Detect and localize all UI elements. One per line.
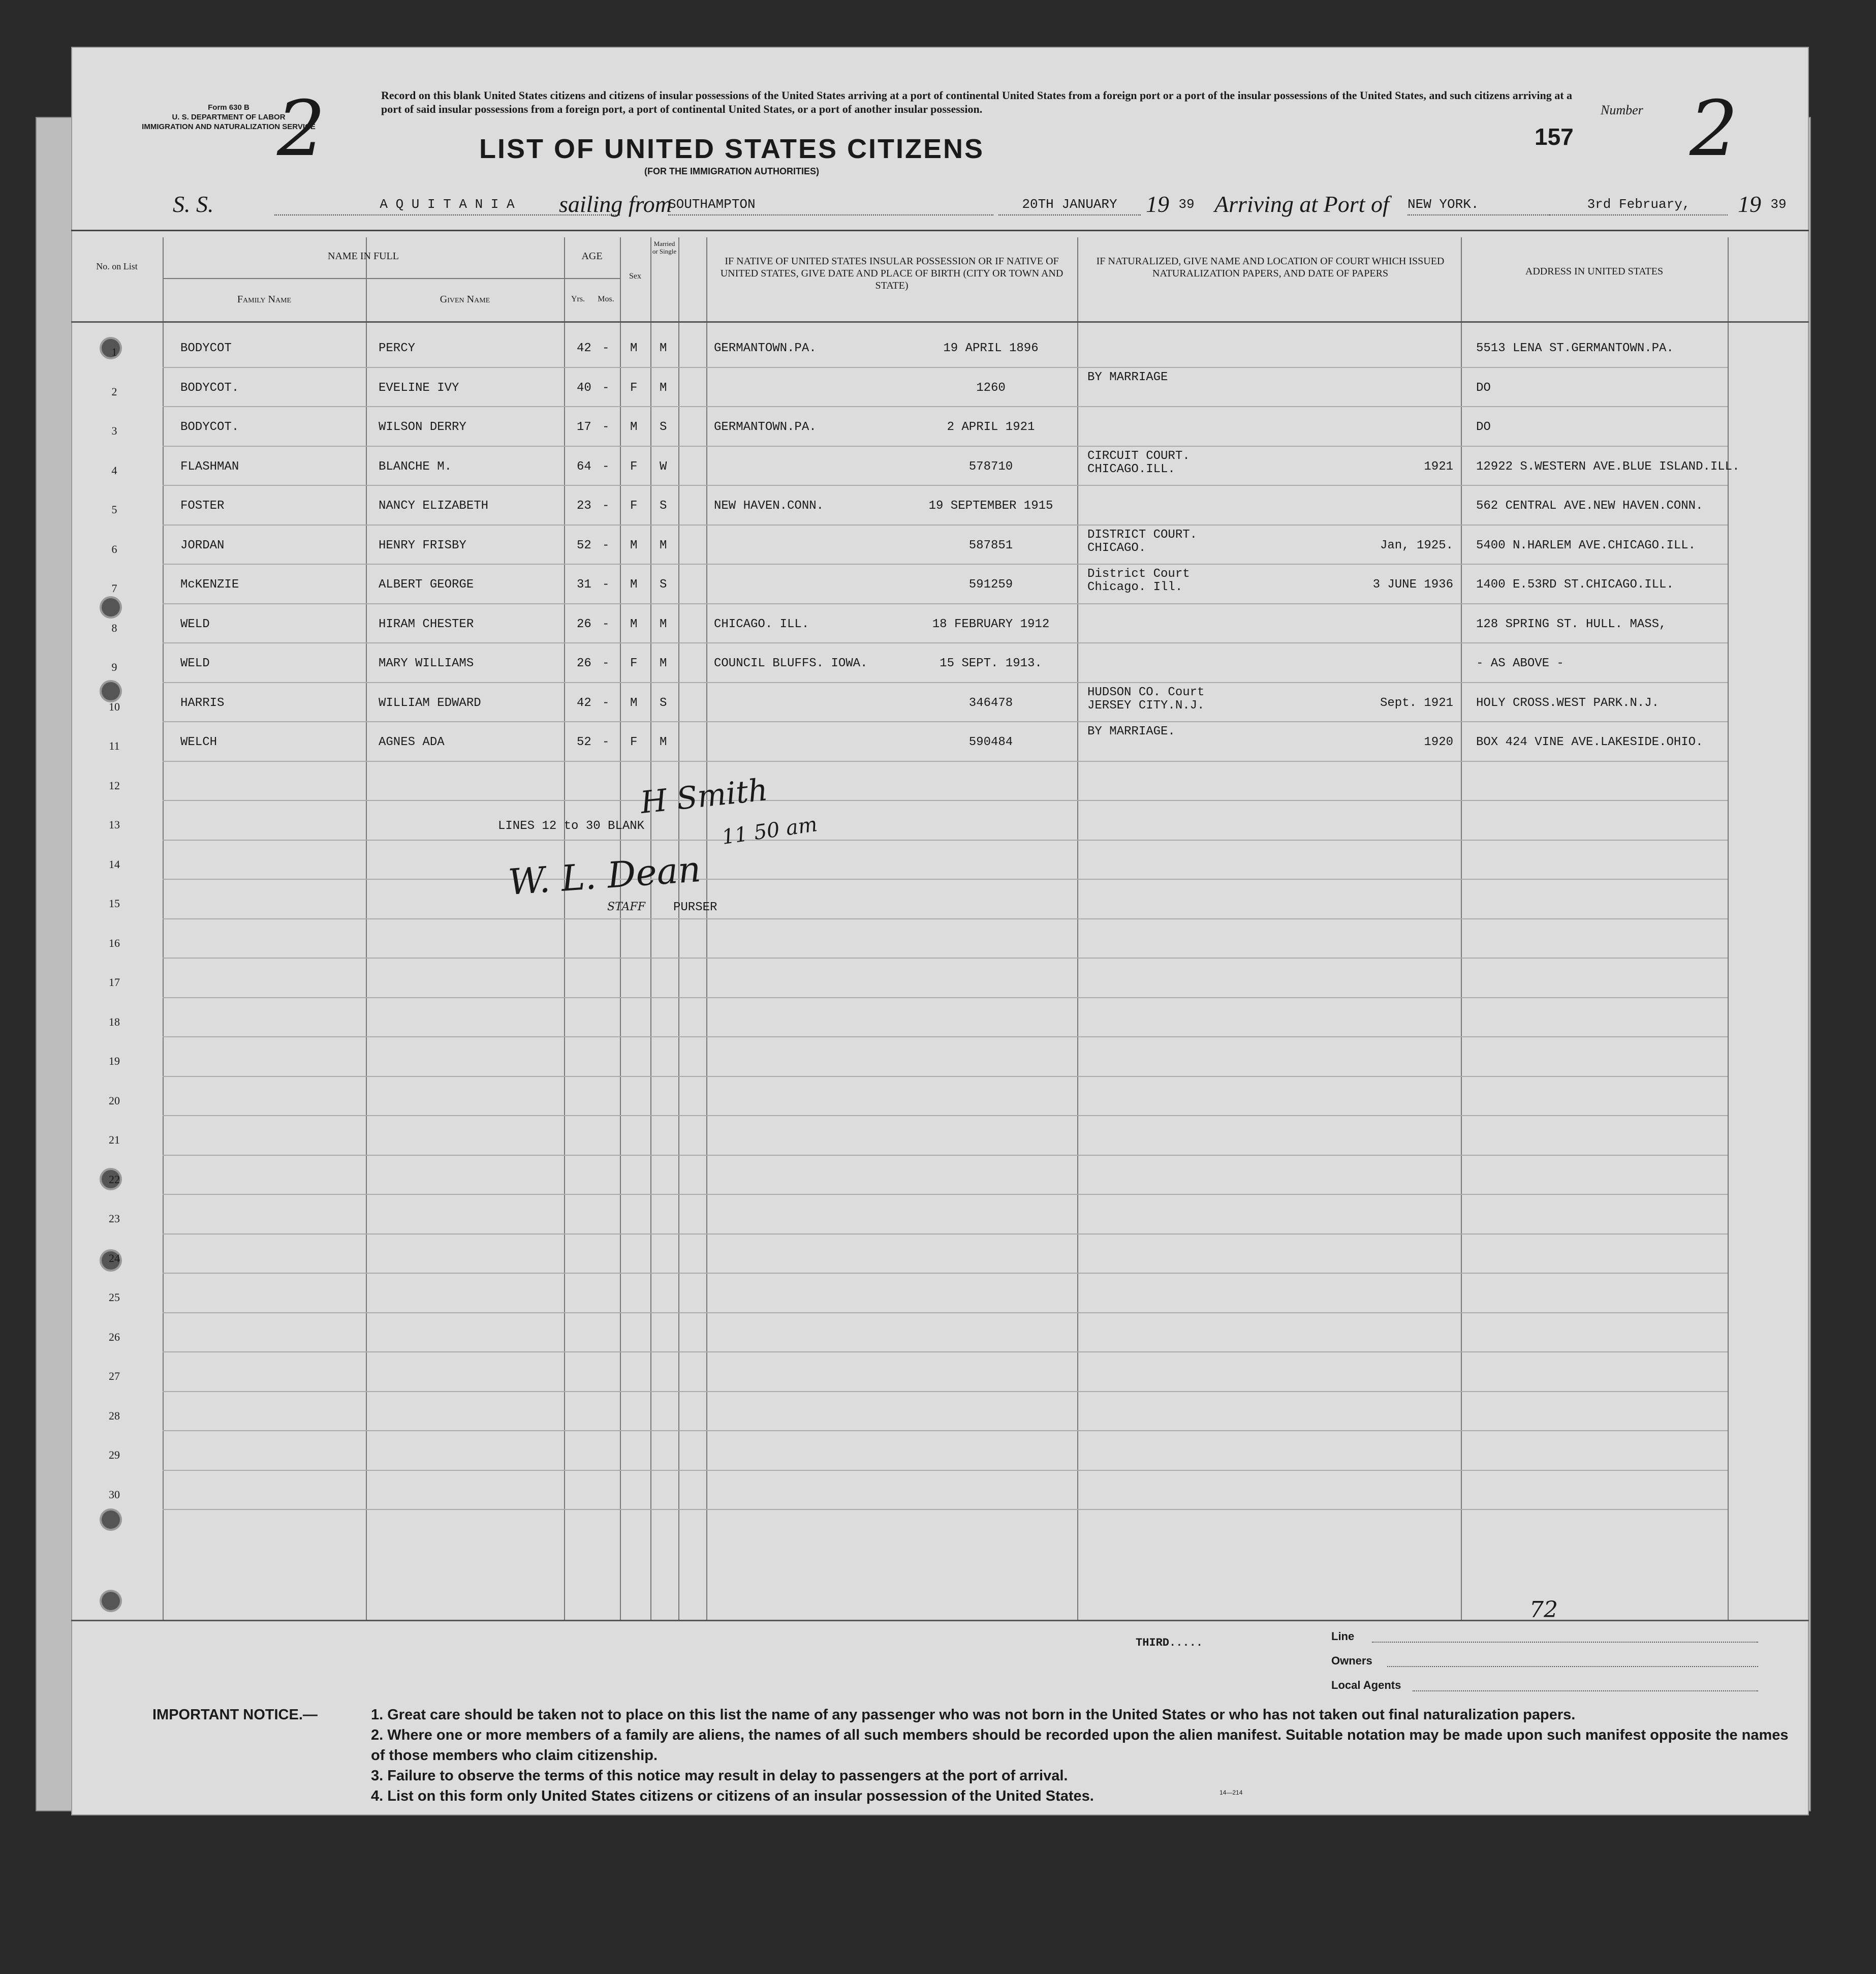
handwritten-number-right: 2	[1690, 85, 1738, 173]
col-divider	[1461, 237, 1462, 1620]
row-number: 1	[111, 346, 117, 358]
lines-blank-note: LINES 12 to 30 BLANK	[498, 819, 645, 833]
row-rule	[163, 1273, 1728, 1274]
given-name: AGNES ADA	[379, 735, 445, 749]
row-number: 16	[109, 936, 120, 949]
birth-date-or-cert: 587851	[968, 538, 1013, 552]
page-number: 157	[1535, 124, 1574, 150]
number-label: Number	[1601, 103, 1643, 117]
row-number: 21	[109, 1133, 120, 1146]
row-rule	[163, 721, 1728, 722]
row-rule	[163, 1509, 1728, 1510]
col-divider	[366, 237, 367, 1620]
row-rule	[163, 406, 1728, 407]
naturalization-court: DISTRICT COURT. CHICAGO.	[1087, 528, 1198, 555]
purser-label: PURSER	[673, 901, 717, 914]
marital-status: S	[660, 499, 667, 513]
header-birth: IF NATIVE OF UNITED STATES INSULAR POSSESSION OR IF NATIVE OF UNITED STATES, GIVE DATE AND PLACE OF BIRTH (CITY OR TOWN AND STATE)	[720, 256, 1064, 291]
sex: F	[630, 459, 638, 474]
age-years: 26	[577, 617, 591, 631]
family-name: FOSTER	[180, 499, 225, 513]
age-months: -	[602, 420, 610, 434]
us-address: DO	[1476, 381, 1491, 395]
row-number: 10	[109, 700, 120, 713]
row-rule	[163, 564, 1728, 565]
age-years: 42	[577, 342, 591, 355]
header-no-on-list: No. on List	[96, 261, 138, 271]
birth-date-or-cert: 2 APRIL 1921	[947, 420, 1035, 434]
col-divider	[678, 237, 679, 1620]
naturalization-court: BY MARRIAGE	[1087, 370, 1168, 384]
row-rule	[163, 840, 1728, 841]
purser-signature: W. L. Dean	[507, 848, 702, 904]
family-name: McKENZIE	[180, 578, 239, 592]
given-name: BLANCHE M.	[379, 459, 452, 474]
row-number: 7	[111, 582, 117, 595]
notice-item: 3. Failure to observe the terms of this notice may result in delay to passengers at the port of arrival.	[371, 1768, 1068, 1784]
age-months: -	[602, 578, 610, 592]
header-age: AGE	[581, 251, 603, 262]
given-name: WILLIAM EDWARD	[379, 696, 481, 710]
sex: M	[630, 420, 638, 434]
marital-status: M	[660, 538, 667, 552]
row-rule	[163, 958, 1728, 959]
port-to: NEW YORK.	[1408, 194, 1550, 215]
header-name-in-full: NAME IN FULL	[328, 251, 399, 262]
row-number: 11	[109, 739, 120, 752]
marital-status: M	[660, 381, 667, 395]
row-number: 13	[109, 818, 120, 831]
marital-status: M	[660, 342, 667, 355]
sex: M	[630, 578, 638, 592]
naturalization-court: CIRCUIT COURT. CHICAGO.ILL.	[1087, 449, 1190, 476]
age-years: 17	[577, 420, 591, 434]
col-divider	[564, 237, 565, 1620]
row-number: 27	[109, 1370, 120, 1382]
naturalization-date: 1920	[1424, 735, 1453, 749]
birth-place: CHICAGO. ILL.	[714, 617, 809, 631]
row-rule	[163, 525, 1728, 526]
us-address: 5400 N.HARLEM AVE.CHICAGO.ILL.	[1476, 538, 1696, 552]
row-number: 9	[111, 661, 117, 673]
header-family-name: Family Name	[237, 294, 292, 305]
row-rule	[163, 879, 1728, 880]
sail-date: 20TH JANUARY	[998, 194, 1141, 215]
row-number: 29	[109, 1448, 120, 1461]
family-name: BODYCOT.	[180, 420, 239, 434]
row-number: 2	[111, 385, 117, 398]
row-number: 19	[109, 1055, 120, 1067]
port-from: SOUTHAMPTON	[668, 194, 993, 215]
family-name: WELD	[180, 617, 210, 631]
row-rule	[163, 918, 1728, 919]
service: IMMIGRATION AND NATURALIZATION SERVICE	[142, 122, 316, 131]
punch-hole	[102, 1510, 120, 1529]
us-address: 12922 S.WESTERN AVE.BLUE ISLAND.ILL.	[1476, 459, 1740, 474]
form-number: Form 630 B	[208, 103, 249, 112]
age-months: -	[602, 696, 610, 710]
naturalization-court: BY MARRIAGE.	[1087, 725, 1175, 738]
row-rule	[163, 1430, 1728, 1431]
birth-date-or-cert: 18 FEBRUARY 1912	[932, 617, 1050, 631]
header-sex: Sex	[629, 272, 641, 281]
notice-item: 2. Where one or more members of a family are aliens, the names of all such members should be recorded upon the alien manifest. Suitable notation may be made upon such manifest opposite the names of those members who claim citizenship.	[371, 1727, 1789, 1764]
age-months: -	[602, 459, 610, 474]
given-name: EVELINE IVY	[379, 381, 459, 395]
row-rule	[163, 1036, 1728, 1037]
age-years: 52	[577, 538, 591, 552]
header-naturalized: IF NATURALIZED, GIVE NAME AND LOCATION OF COURT WHICH ISSUED NATURALIZATION PAPERS, AND DATE OF PAPERS	[1096, 256, 1445, 279]
marital-status: M	[660, 617, 667, 631]
col-divider	[1728, 237, 1729, 1620]
col-divider	[163, 237, 164, 1620]
header-yrs: Yrs.	[571, 295, 585, 303]
year-prefix-2: 19	[1738, 191, 1761, 217]
row-rule	[163, 1233, 1728, 1235]
naturalization-court: HUDSON CO. Court JERSEY CITY.N.J.	[1087, 685, 1205, 713]
birth-place: GERMANTOWN.PA.	[714, 420, 817, 434]
family-name: JORDAN	[180, 538, 225, 552]
us-address: 128 SPRING ST. HULL. MASS,	[1476, 617, 1667, 631]
row-rule	[163, 485, 1728, 486]
local-agents-label: Local Agents	[1331, 1679, 1401, 1691]
header-bottom-line	[71, 321, 1809, 323]
row-number: 12	[109, 779, 120, 792]
sex: M	[630, 342, 638, 355]
given-name: ALBERT GEORGE	[379, 578, 474, 592]
row-rule	[163, 367, 1728, 368]
age-months: -	[602, 538, 610, 552]
birth-date-or-cert: 1260	[976, 381, 1006, 395]
row-number: 4	[111, 464, 117, 477]
sex: M	[630, 617, 638, 631]
us-address: BOX 424 VINE AVE.LAKESIDE.OHIO.	[1476, 735, 1703, 749]
marital-status: S	[660, 420, 667, 434]
birth-place: GERMANTOWN.PA.	[714, 342, 817, 355]
birth-date-or-cert: 578710	[968, 459, 1013, 474]
given-name: MARY WILLIAMS	[379, 657, 474, 670]
age-months: -	[602, 735, 610, 749]
given-name: HIRAM CHESTER	[379, 617, 474, 631]
row-rule	[163, 1155, 1728, 1156]
notice-item: 4. List on this form only United States citizens or citizens of an insular possession of the United States.	[371, 1788, 1094, 1804]
notice-heading: IMPORTANT NOTICE.—	[152, 1707, 318, 1723]
name-subheader-line	[163, 278, 564, 279]
row-number: 20	[109, 1094, 120, 1107]
given-name: WILSON DERRY	[379, 420, 466, 434]
marital-status: M	[660, 735, 667, 749]
age-years: 23	[577, 499, 591, 513]
birth-date-or-cert: 15 SEPT. 1913.	[940, 657, 1042, 670]
age-months: -	[602, 499, 610, 513]
age-years: 42	[577, 696, 591, 710]
age-subheader-line	[564, 278, 620, 279]
notice-item: 1. Great care should be taken not to place on this list the name of any passenger who was not born in the United States or who has not taken out final naturalization papers.	[371, 1707, 1576, 1723]
us-address: DO	[1476, 420, 1491, 434]
age-years: 31	[577, 578, 591, 592]
row-number: 3	[111, 424, 117, 437]
given-name: PERCY	[379, 342, 416, 355]
us-address: 562 CENTRAL AVE.NEW HAVEN.CONN.	[1476, 499, 1703, 513]
age-years: 26	[577, 657, 591, 670]
birth-date-or-cert: 591259	[968, 578, 1013, 592]
third-class-label: THIRD.....	[1136, 1637, 1203, 1649]
col-divider	[1077, 237, 1078, 1620]
row-number: 25	[109, 1291, 120, 1304]
row-rule	[163, 446, 1728, 447]
col-divider	[706, 237, 707, 1620]
sex: M	[630, 696, 638, 710]
family-name: FLASHMAN	[180, 459, 239, 474]
naturalization-date: 3 JUNE 1936	[1372, 578, 1453, 592]
row-number: 18	[109, 1015, 120, 1028]
marital-status: W	[660, 459, 667, 474]
year-1: 39	[1178, 197, 1195, 212]
local-agents-field	[1413, 1690, 1758, 1691]
owners-label: Owners	[1331, 1654, 1372, 1667]
us-address: 1400 E.53RD ST.CHICAGO.ILL.	[1476, 578, 1674, 592]
birth-place: COUNCIL BLUFFS. IOWA.	[714, 657, 868, 670]
line-field	[1372, 1642, 1758, 1643]
marital-status: M	[660, 657, 667, 670]
row-rule	[163, 1194, 1728, 1195]
line-label: Line	[1331, 1630, 1355, 1643]
birth-date-or-cert: 19 APRIL 1896	[943, 342, 1039, 355]
birth-date-or-cert: 346478	[968, 696, 1013, 710]
family-name: WELCH	[180, 735, 217, 749]
age-years: 64	[577, 459, 591, 474]
record-instructions: Record on this blank United States citizens and citizens of insular possessions of the United States arriving at a port of continental United States from a foreign port or a port of the insular possessions of the United States, and such citizens arriving at a port of said insular possessions from a foreign port, a port of continental United States, or a port of another insular possession.	[381, 89, 1573, 115]
handwritten-number-left: 2	[277, 85, 326, 173]
owners-field	[1387, 1666, 1758, 1667]
naturalization-court: District Court Chicago. Ill.	[1087, 567, 1190, 594]
sex: F	[630, 499, 638, 513]
birth-place: NEW HAVEN.CONN.	[714, 499, 824, 513]
year-prefix-1: 19	[1146, 191, 1169, 217]
margin-mark: 72	[1529, 1597, 1558, 1623]
age-months: -	[602, 617, 610, 631]
arrival-date: 3rd February,	[1550, 194, 1728, 215]
row-rule	[163, 603, 1728, 604]
important-notice	[152, 1705, 1799, 1806]
punch-hole	[102, 682, 120, 700]
age-years: 52	[577, 735, 591, 749]
sex: F	[630, 735, 638, 749]
row-rule	[163, 1115, 1728, 1116]
header-given-name: Given Name	[440, 294, 490, 305]
naturalization-date: 1921	[1424, 459, 1453, 474]
age-months: -	[602, 381, 610, 395]
us-address: 5513 LENA ST.GERMANTOWN.PA.	[1476, 342, 1674, 355]
family-name: WELD	[180, 657, 210, 670]
arriving-label: Arriving at Port of	[1214, 191, 1389, 217]
sex: M	[630, 538, 638, 552]
row-number: 5	[111, 503, 117, 516]
marital-status: S	[660, 578, 667, 592]
row-number: 24	[109, 1251, 120, 1264]
punch-hole	[102, 1592, 120, 1610]
row-number: 6	[111, 542, 117, 556]
handwritten-time: 11 50 am	[720, 813, 819, 849]
row-number: 17	[109, 976, 120, 989]
row-number: 30	[109, 1488, 120, 1501]
manifest-page	[71, 47, 1809, 1815]
age-months: -	[602, 657, 610, 670]
row-number: 15	[109, 897, 120, 910]
ss-label: S. S.	[173, 191, 214, 217]
naturalization-date: Jan, 1925.	[1380, 538, 1453, 552]
row-rule	[163, 682, 1728, 683]
row-rule	[163, 1312, 1728, 1313]
row-rule	[163, 1076, 1728, 1077]
row-rule	[163, 1391, 1728, 1392]
row-rule	[163, 1351, 1728, 1352]
birth-date-or-cert: 19 SEPTEMBER 1915	[928, 499, 1053, 513]
row-number: 8	[111, 621, 117, 634]
ship-name: A Q U I T A N I A	[274, 194, 620, 215]
us-address: - AS ABOVE -	[1476, 657, 1564, 670]
family-name: HARRIS	[180, 696, 225, 710]
form-code: 14—214	[1220, 1789, 1243, 1796]
us-address: HOLY CROSS.WEST PARK.N.J.	[1476, 696, 1660, 710]
row-rule	[163, 800, 1728, 801]
row-rule	[163, 997, 1728, 998]
page-title: LIST OF UNITED STATES CITIZENS	[479, 134, 984, 164]
header-mos: Mos.	[598, 295, 614, 303]
sex: F	[630, 657, 638, 670]
row-number: 23	[109, 1212, 120, 1225]
naturalization-date: Sept. 1921	[1380, 696, 1453, 710]
sex: F	[630, 381, 638, 395]
department: U. S. DEPARTMENT OF LABOR	[172, 113, 286, 121]
row-number: 26	[109, 1330, 120, 1343]
col-divider	[620, 237, 621, 1620]
family-name: BODYCOT	[180, 342, 232, 355]
row-rule	[163, 642, 1728, 643]
punch-hole	[102, 598, 120, 616]
age-months: -	[602, 342, 610, 355]
row-rule	[163, 1470, 1728, 1471]
family-name: BODYCOT.	[180, 381, 239, 395]
row-rule	[163, 761, 1728, 762]
staff-label: STAFF	[607, 901, 645, 913]
header-married-single: Married or Single	[652, 240, 677, 255]
row-number: 14	[109, 857, 120, 871]
col-divider	[650, 237, 651, 1620]
row-number: 28	[109, 1409, 120, 1422]
year-2: 39	[1770, 197, 1787, 212]
given-name: HENRY FRISBY	[379, 538, 466, 552]
page-subtitle: (FOR THE IMMIGRATION AUTHORITIES)	[644, 166, 819, 176]
row-number: 22	[109, 1173, 120, 1186]
sailing-from-label: sailing from	[559, 191, 672, 217]
given-name: NANCY ELIZABETH	[379, 499, 489, 513]
birth-date-or-cert: 590484	[968, 735, 1013, 749]
age-years: 40	[577, 381, 591, 395]
marital-status: S	[660, 696, 667, 710]
header-address: ADDRESS IN UNITED STATES	[1525, 266, 1664, 277]
inspector-initials: H Smith	[639, 772, 770, 821]
divider-line	[71, 230, 1809, 231]
